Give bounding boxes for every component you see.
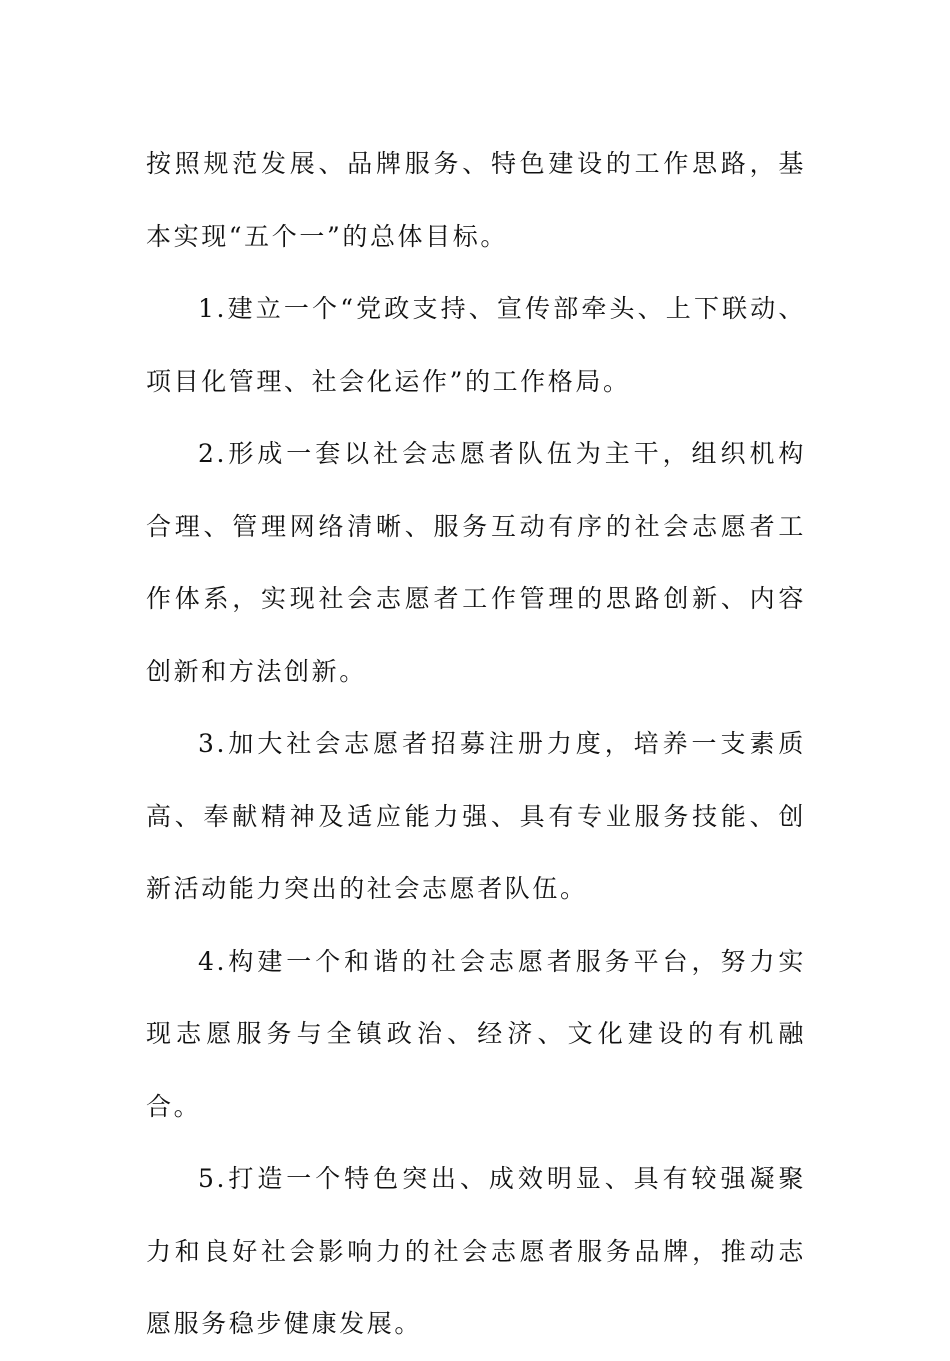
goal-paragraph-4: 4.构建一个和谐的社会志愿者服务平台，努力实现志愿服务与全镇政治、经济、文化建设的有机融合。 [146, 946, 806, 1121]
goal-paragraph-2: 2.形成一套以社会志愿者队伍为主干，组织机构合理、管理网络清晰、服务互动有序的社会志愿者工作体系，实现社会志愿者工作管理的思路创新、内容创新和方法创新。 [146, 439, 806, 686]
goal-paragraph-5: 5.打造一个特色突出、成效明显、具有较强凝聚力和良好社会影响力的社会志愿者服务品牌，推动志愿服务稳步健康发展。 [146, 1164, 806, 1338]
goal-paragraph-3: 3.加大社会志愿者招募注册力度，培养一支素质高、奉献精神及适应能力强、具有专业服务技能、创新活动能力突出的社会志愿者队伍。 [146, 729, 806, 903]
intro-paragraph: 按照规范发展、品牌服务、特色建设的工作思路，基本实现“五个一”的总体目标。 [146, 149, 806, 251]
goal-paragraph-1: 1.建立一个“党政支持、宣传部牵头、上下联动、项目化管理、社会化运作”的工作格局。 [146, 294, 806, 396]
document-body [146, 128, 806, 1361]
